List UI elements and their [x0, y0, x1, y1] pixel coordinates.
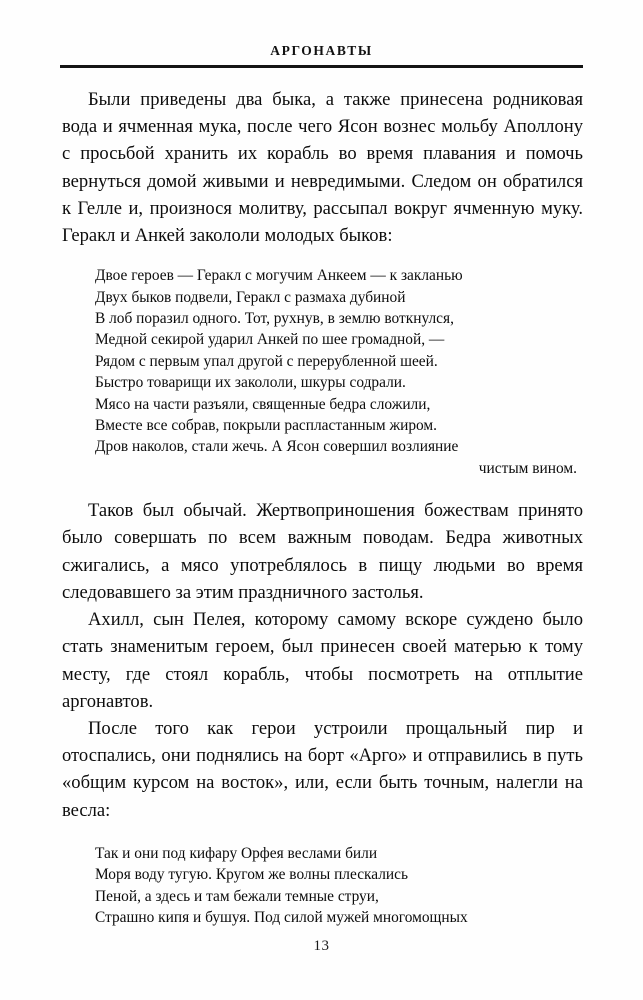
verse-line: Страшно кипя и бушуя. Под силой мужей многомощных: [95, 908, 468, 926]
spacer: [62, 824, 583, 843]
verse-line-runover: чистым вином.: [478, 459, 577, 477]
verse-block-2: [95, 843, 583, 929]
paragraph-1: Были приведены два быка, а также принесена родниковая вода и ячменная мука, после чего Ясон вознес мольбу Аполлону с просьбой хранить их корабль во время плавания и помочь вернуться домой живыми и невредимыми. Следом он обратился к Гелле и, произнося молитву, рассыпал вокруг ячменную муку. Геракл и Анкей закололи молодых быков:: [62, 89, 583, 247]
verse-line: Рядом с первым упал другой с перерубленной шеей.: [95, 352, 438, 370]
verse-line: Так и они под кифару Орфея веслами били: [95, 844, 378, 862]
verse-line: Дров наколов, стали жечь. А Ясон совершил возлияние: [95, 438, 459, 456]
running-head-area: [60, 44, 583, 68]
verse-line: Моря воду тугую. Кругом же волны плескались: [95, 866, 409, 884]
page-number: 13: [313, 938, 330, 954]
text-column: [62, 86, 583, 928]
running-head-rule: [60, 65, 583, 68]
verse-line: Пеной, а здесь и там бежали темные струи,: [95, 887, 379, 905]
verse-line: В лоб поразил одного. Тот, рухнув, в землю воткнулся,: [95, 310, 454, 328]
verse-line: Быстро товарищи их закололи, шкуры содрали.: [95, 374, 406, 392]
spacer: [62, 249, 583, 265]
paragraph-3: Ахилл, сын Пелея, которому самому вскоре суждено было стать знаменитым героем, был принесен своей матерью к тому месту, где стоял корабль, чтобы посмотреть на отплытие аргонавтов.: [62, 609, 583, 712]
verse-line: Медной секирой ударил Анкей по шее громадной, —: [95, 331, 445, 349]
verse-line: Двое героев — Геракл с могучим Анкеем — к закланью: [95, 267, 463, 285]
verse-line: Двух быков подвели, Геракл с размаха дубиной: [95, 288, 406, 306]
verse-line: Мясо на части разъяли, священные бедра сложили,: [95, 395, 431, 413]
verse-line: Вместе все собрав, покрыли распластанным жиром.: [95, 417, 438, 435]
paragraph-4: После того как герои устроили прощальный пир и отоспались, они поднялись на борт «Арго» и отправились в путь «общим курсом на восток», или, если быть точным, налегли на весла:: [62, 717, 583, 821]
spacer: [62, 479, 583, 497]
paragraph-2: Таков был обычай. Жертвоприношения божествам принято было совершать по всем важным поводам. Бедра животных сжигались, а мясо употреблялось в пищу людьми во время следовавшего за этим праздничного застолья.: [62, 500, 583, 603]
running-head-title: АРГОНАВТЫ: [270, 43, 373, 58]
verse-block-1: [95, 265, 583, 479]
